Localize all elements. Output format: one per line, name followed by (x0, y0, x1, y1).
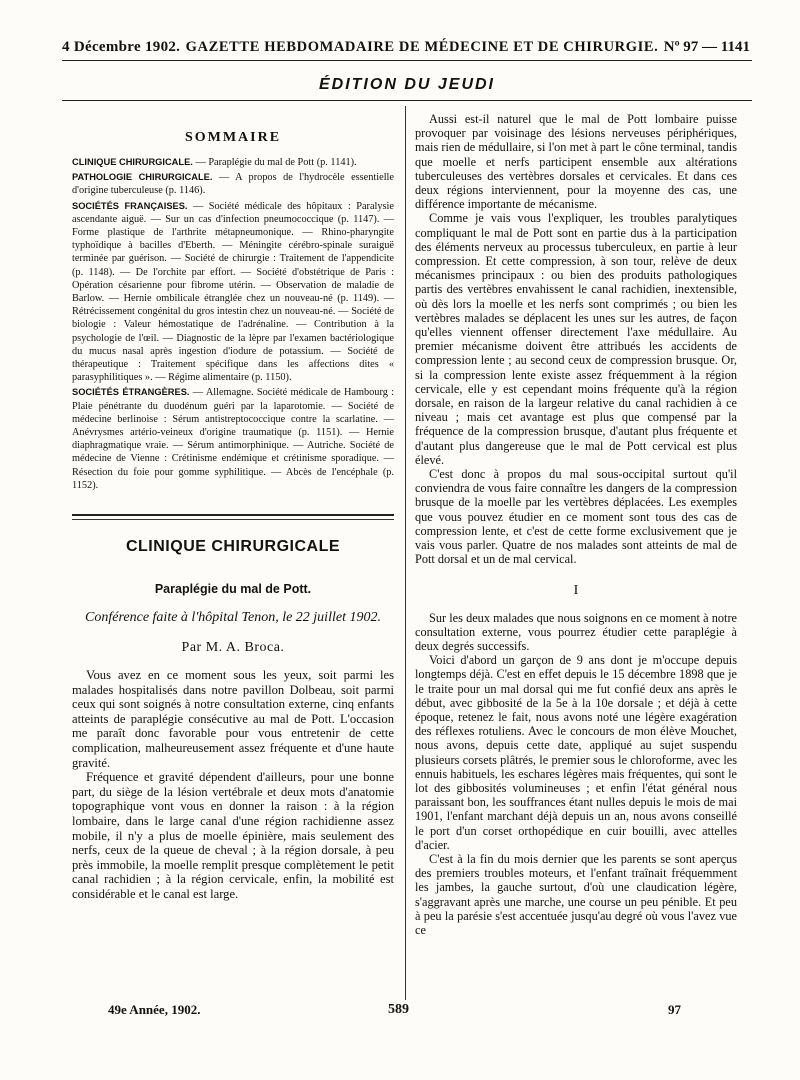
sommaire-entry: PATHOLOGIE CHIRURGICALE. — A propos de l'hydrocèle essentielle d'origine tuberculeuse (p. 1146). (72, 172, 394, 197)
article-body-part (415, 611, 737, 938)
section-rule-thin (72, 519, 394, 520)
footer-page: 97 (668, 1002, 681, 1017)
header-rule (62, 60, 752, 61)
section-rule (72, 514, 394, 516)
edition-label: ÉDITION DU JEUDI (318, 76, 495, 93)
paragraph: Fréquence et gravité dépendent d'ailleurs, pour une bonne part, du siège de la lésion vertébrale et deux mots d'anatomie topographique vont vous en donner la raison : à la région lombaire, dans le large canal d'une région rachidienne assez mobile, il n'y a plus de moelle épinière, mais seulement des nerfs, ceux de la queue de cheval ; à la région dorsale, à peu près immobile, la moelle remplit presque complètement le petit canal rachidien ; à la région cervicale, enfin, la mobilité est considérable et le canal est large. (72, 770, 394, 901)
paragraph: C'est à la fin du mois dernier que les parents se sont aperçus des premiers troubles moteurs, et l'enfant traînait fréquemment les jambes, la gauche surtout, d'où une claudication légère, s'aggravant après une marche, une course un peu pénible. Et peu à peu la parésie s'est accentuée jusqu'au degré où vous l'avez vue ce (415, 851, 737, 937)
footer-year: 49e Année, 1902. (108, 1002, 201, 1017)
paragraph: Sur les deux malades que nous soignons en ce moment à notre consultation externe, vous pourrez étudier cette paraplégie à deux degrés successifs. (415, 610, 737, 653)
section-heading: CLINIQUE CHIRURGICALE (125, 538, 341, 556)
left-column (72, 112, 394, 1002)
article-body-right (415, 112, 737, 567)
sommaire (72, 156, 394, 492)
sommaire-entry: SOCIÉTÉS FRANÇAISES. — Société médicale des hôpitaux : Paralysie ascendante aiguë. — Sur un cas d'infection pneumococcique (p. 1147). — Forme plastique de l'arthrite métapneumonique. — Rhino-pharyngite typhoïdique à bacilles d'Eberth. — Méningite cérébro-spinale suraiguë terminée par guérison. — Société de chirurgie : Traitement de l'appendicite (p. 1148). — De l'orchite par effort. — Société d'obstétrique de Paris : Opération césarienne pour fibrome utérin. — Observation de maladie de Barlow. — Hernie ombilicale étranglée chez un nouveau-né (p. 1149). — Rétrécissement congénital du gros intestin chez un nouveau-né. — Société de biologie : Valeur hémostatique de l'adrénaline. — Contribution à la psychologie de l'œil. — Diagnostic de la lèpre par l'examen bactériologique du mucus nasal après ingestion d'iodure de potassium. — Société de thérapeutique : Traitement spécifique dans les affections dites « parasyphilitiques ». — Régime alimentaire (p. 1150). (72, 200, 394, 384)
edition-rule (62, 100, 752, 101)
sommaire-entry: CLINIQUE CHIRURGICALE. — Paraplégie du mal de Pott (p. 1141). (72, 157, 357, 168)
paragraph: Vous avez en ce moment sous les yeux, soit parmi les malades hospitalisés dans notre pavillon Dolbeau, soit parmi ceux qui sont soignés à notre consultation externe, cinq enfants atteints de paraplégie consécutive au mal de Pott. L'occasion me paraît donc favorable pour vous entretenir de cette complication, malheureusement assez fréquente et d'une haute gravité. (72, 668, 394, 770)
conference-line: Conférence faite à l'hôpital Tenon, le 22 juillet 1902. (85, 610, 381, 626)
paragraph: Comme je vais vous l'expliquer, les troubles paralytiques compliquant le mal de Pott sont en partie dus à la participation des éléments nerveux au processus tuberculeux, en partie à leur compression. Et cette compression, à son tour, relève de deux mécanismes principaux : ou bien des produits pathologiques partis des vertèbres envahissent le canal rachidien, inextensible, où dès lors la moelle et les nerfs sont comprimés ; ou bien les vertèbres malades se déplacent les unes sur les autres, de façon qu'elles viennent offenser directement l'axe médullaire. Au premier mécanisme doivent être attribués les accidents de compression lente ; au second ceux de compression brusque. Or, si la compression lente existe assez fréquemment à la région cervicale, elle y est cependant moins fréquente qu'à la région dorsale, en raison de la largeur relative du canal rachidien à ce niveau ; mais cet avantage est plus que compensé par la fréquence de la compression brusque, d'autant plus fréquente et d'autant plus dangereuse que le mal de Pott cervical est plus élevé. (415, 211, 737, 467)
author-line: Par M. A. Broca. (181, 640, 285, 656)
right-column (415, 112, 737, 1002)
article-body-left (72, 668, 394, 902)
paragraph: C'est donc à propos du mal sous-occipital surtout qu'il conviendra de vous faire connaître les dangers de la compression brusque de la moelle par les vertèbres déplacées. Les exemples que vous pouvez étudier en ce moment sont tous des cas de compression lente, et c'est de cette forme exclusivement que je vais vous parler. Quatre de nos malades sont atteints de mal de Pott dorsal et un de mal cervical. (415, 467, 737, 567)
paragraph: Voici d'abord un garçon de 9 ans dont je m'occupe depuis longtemps déjà. C'est en effet depuis le 15 décembre 1898 que je le traite pour un mal dorsal qui me fut confié deux ans après le début, avec gibbosité de la 5e à la 10e dorsale ; et déjà à cette époque, retenez le fait, nous avons noté une légère exagération des réflexes rotuliens. Avec le concours de mon élève Mouchet, nous avons, depuis cette date, appliqué au sujet suspendu plusieurs corsets plâtrés, le premier sous le chloroforme, avec les ennuis habituels, les eschares légères mais fréquentes, qui sont le lot des gibbosités volumineuses ; et enfin l'état général nous paraissant bon, les souffrances étant nulles depuis le mois de mai 1901, l'enfant marchant déjà depuis un an, nous avons conseillé le port d'un corset orthopédique en cuir bouilli, avec attelles d'acier. (415, 653, 737, 852)
part-numeral: I (573, 582, 579, 598)
footer-sheet: 589 (388, 1002, 409, 1017)
article-title: Paraplégie du mal de Pott. (154, 582, 312, 597)
sommaire-title: SOMMAIRE (184, 130, 282, 145)
header-date: 4 Décembre 1902. (62, 38, 181, 55)
journal-title: GAZETTE HEBDOMADAIRE DE MÉDECINE ET DE CHIRURGIE. (185, 38, 659, 55)
sommaire-entry: SOCIÉTÉS ÉTRANGÈRES. — Allemagne. Société médicale de Hambourg : Plaie pénétrante du duodénum guéri par la laparotomie. — Société de médecine berlinoise : Sérum antistreptococcique contre la scarlatine. — Anévrysmes artério-veineux d'origine traumatique (p. 1151). — Hernie diaphragmatique vraie. — Sérum antimorphinique. — Autriche. Société de médecine de Vienne : Crétinisme endémique et crétinisme sporadique. — Résection du foie pour gomme syphilitique. — Abcès de l'encéphale (p. 1152). (72, 387, 395, 491)
running-header (62, 36, 750, 58)
paragraph: Aussi est-il naturel que le mal de Pott lombaire puisse provoquer par voisinage des lésions nerveuses périphériques, mais rien de médullaire, si l'on met à part le cône terminal, tandis que moelle et nerfs participent ensemble aux altérations tuberculeuses des vertèbres dorsales et cervicales. Et dans ces deux régions interviennent, pour la moyenne des cas, une différence importante de mécanisme. (415, 112, 737, 212)
issue-number: Nº 97 — 1141 (663, 38, 750, 55)
column-divider (405, 106, 406, 1000)
